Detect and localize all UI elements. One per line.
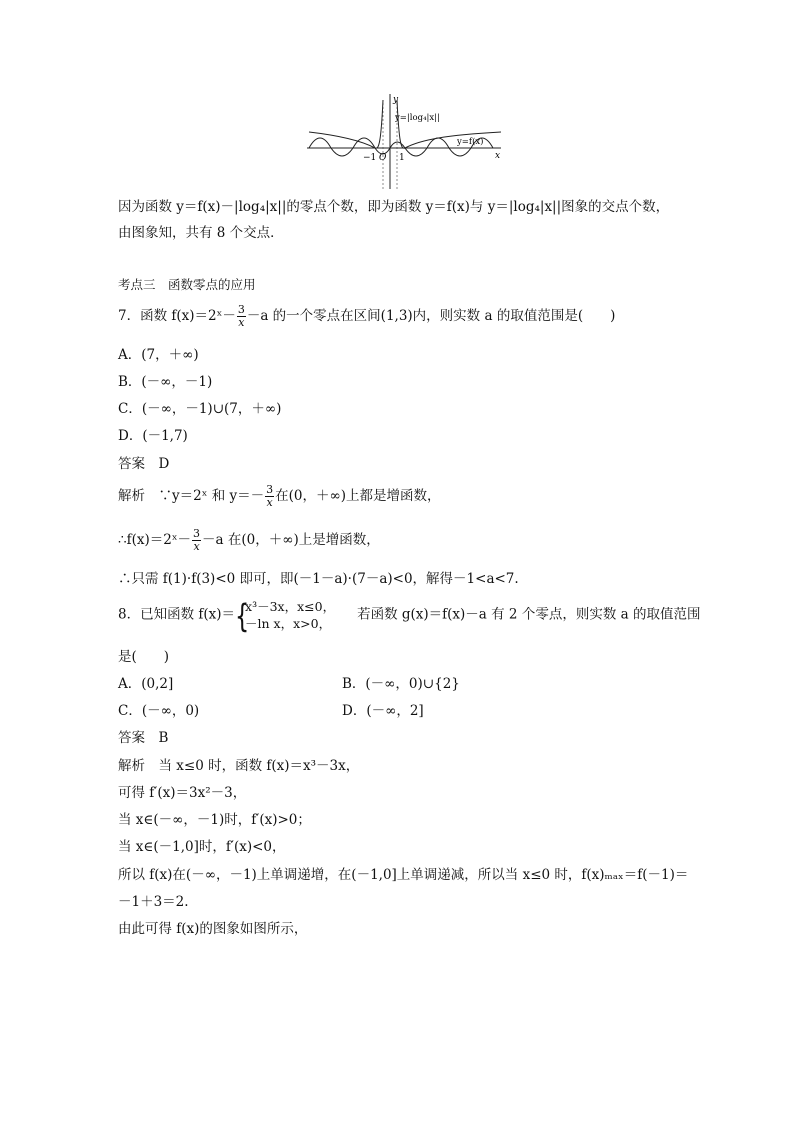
q7-sol2-part2: －a 在(0，＋∞)上是增函数， [202, 532, 380, 548]
piecewise-case-1: x³－3x，x≤0， [245, 599, 336, 614]
q7-option-a: A．(7，＋∞) [118, 347, 199, 363]
q8-text-part2: 若函数 g(x)＝f(x)－a 有 2 个零点，则实数 a 的取值范围 [357, 606, 701, 623]
q7-text-part1: 7．函数 f(x)＝2ˣ－ [118, 308, 236, 324]
piecewise-case-2: －ln x，x>0， [245, 616, 332, 631]
tick-1-label: 1 [399, 153, 405, 163]
q7-option-d: D．(－1,7) [118, 428, 188, 444]
q8-text-part3: 是( ) [118, 649, 170, 665]
q7-option-b: B．(－∞，－1) [118, 374, 213, 390]
origin-label: O [379, 153, 387, 163]
fraction-numerator: 3 [266, 483, 274, 496]
q7-sol1-fraction [265, 484, 274, 509]
log-curve-left [309, 100, 383, 148]
fraction-denominator: x [238, 316, 245, 329]
function-graph-figure [305, 92, 505, 192]
q8-option-b: B．(－∞，0)∪{2} [342, 676, 460, 692]
fraction-numerator: 3 [237, 303, 245, 316]
tick-neg1-label: −1 [363, 153, 377, 163]
y-axis-label: y [393, 95, 399, 105]
text-line-intersection: 因为函数 y＝f(x)－|log₄|x||的零点个数，即为函数 y＝f(x)与 y＝|log₄|x||图象的交点个数， [118, 199, 670, 215]
q8-solution-line3: 当 x∈(－∞，－1)时，f′(x)>0； [118, 812, 311, 828]
f-curve-label: y=f(x) [457, 137, 484, 147]
fraction-denominator: x [193, 540, 200, 553]
log-curve-right [397, 100, 501, 148]
piecewise-definition [235, 597, 336, 635]
q7-solution-line3: ∴只需 f(1)·f(3)<0 即可，即(－1－a)·(7－a)<0，解得－1<a<7. [118, 571, 519, 587]
q7-solution-line1 [118, 484, 441, 509]
q7-answer: 答案 D [118, 456, 170, 472]
q7-sol1-part1: 解析 ∵y＝2ˣ 和 y＝－ [118, 488, 265, 504]
brace-glyph: { [235, 597, 250, 635]
q8-solution-line4: 当 x∈(－1,0]时，f′(x)<0， [118, 839, 286, 855]
q7-sol1-part2: 在(0，＋∞)上都是增函数， [275, 488, 441, 504]
q8-option-c: C．(－∞，0) [118, 703, 200, 719]
section-heading: 考点三 函数零点的应用 [118, 277, 256, 292]
q7-fraction [237, 304, 246, 329]
q8-solution-line6: －1＋3＝2. [118, 894, 189, 910]
q8-text-part1: 8．已知函数 f(x)＝ [118, 606, 236, 623]
x-axis-label: x [495, 151, 501, 161]
q8-option-a: A．(0,2] [118, 676, 174, 692]
q8-answer: 答案 B [118, 730, 169, 746]
q7-solution-line2 [118, 528, 380, 553]
graph-svg [305, 92, 505, 192]
q7-sol2-part1: ∴f(x)＝2ˣ－ [118, 532, 192, 548]
q8-option-d: D．(－∞，2] [342, 703, 424, 719]
q7-option-c: C．(－∞，－1)∪(7，＋∞) [118, 401, 282, 417]
question-7-stem [118, 304, 615, 329]
q7-text-part2: －a 的一个零点在区间(1,3)内，则实数 a 的取值范围是( ) [246, 308, 616, 324]
fraction-numerator: 3 [193, 527, 201, 540]
fraction-denominator: x [266, 496, 273, 509]
q8-solution-line7: 由此可得 f(x)的图象如图所示， [118, 921, 308, 937]
q7-sol2-fraction [192, 528, 201, 553]
q8-solution-line1: 解析 当 x≤0 时，函数 f(x)＝x³－3x， [118, 758, 360, 774]
question-8-stem [118, 597, 701, 635]
q8-solution-line2: 可得 f′(x)＝3x²－3， [118, 785, 247, 801]
text-line-conclusion: 由图象知，共有 8 个交点． [118, 225, 284, 241]
log-curve-label: y=|log₄|x|| [395, 113, 440, 123]
q8-solution-line5: 所以 f(x)在(－∞，－1)上单调递增，在(－1,0]上单调递减，所以当 x≤0 时，f(x)ₘₐₓ＝f(－1)＝ [118, 867, 689, 883]
